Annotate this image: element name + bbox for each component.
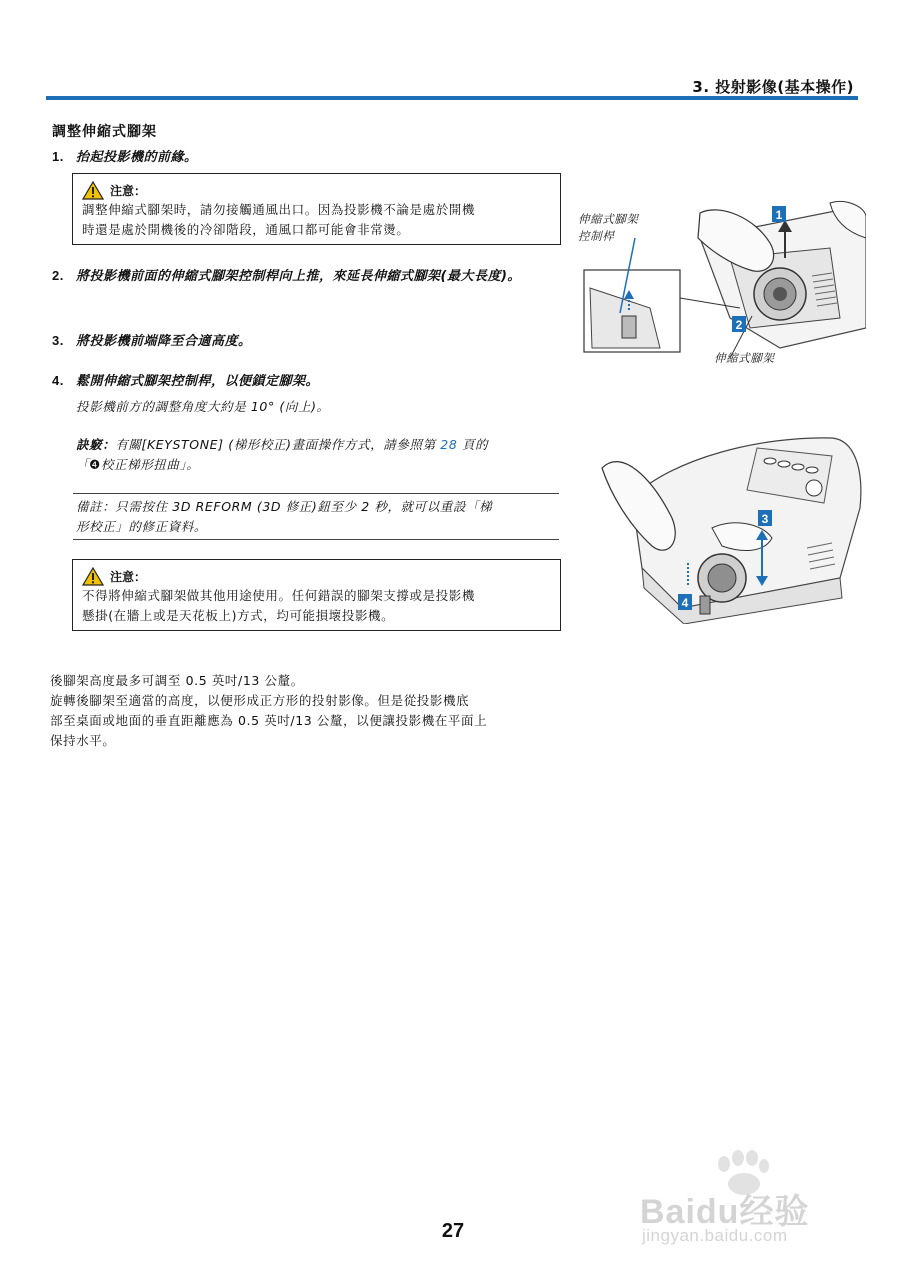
tip-line-1: 訣竅：有關[KEYSTONE] (梯形校正)畫面操作方式，請參照第 28 頁的 — [76, 437, 489, 452]
step-badge-1: 1 — [775, 208, 783, 222]
step-4 — [52, 370, 562, 393]
figure-label-lever: 伸縮式腳架 控制桿 — [578, 212, 639, 243]
caution-header — [82, 566, 552, 586]
step-text: 將投影機前面的伸縮式腳架控制桿向上推，來延長伸縮式腳架(最大長度)。 — [76, 269, 521, 284]
projector-tilt-foot-illustration — [580, 198, 866, 358]
step-number: 1. — [52, 149, 64, 164]
caution-line: 調整伸縮式腳架時，請勿接觸通風出口。因為投影機不論是處於開機 — [82, 202, 476, 217]
step-2 — [52, 265, 562, 288]
section-title: 調整伸縮式腳架 — [52, 124, 157, 140]
baidu-watermark — [640, 1150, 850, 1250]
page-reference-link[interactable]: 28 — [440, 437, 458, 452]
watermark-url: jingyan.baidu.com — [642, 1226, 788, 1245]
caution-line: 不得將伸縮式腳架做其他用途使用。任何錯誤的腳架支撐或是投影機 — [82, 588, 476, 603]
caution-box-1 — [72, 173, 561, 245]
step-badge-2: 2 — [735, 318, 743, 332]
step-number: 3. — [52, 333, 64, 348]
note-rule-top — [73, 493, 559, 494]
caution-box-2 — [72, 559, 561, 631]
caution-label: 注意： — [110, 569, 147, 584]
body-line: 保持水平。 — [50, 733, 116, 748]
note-line: 形校正」的修正資料。 — [76, 519, 208, 534]
caution-line: 懸掛(在牆上或是天花板上)方式，均可能損壞投影機。 — [82, 608, 395, 623]
body-line: 後腳架高度最多可調至 0.5 英吋/13 公釐。 — [50, 673, 304, 688]
step-text: 抬起投影機的前緣。 — [76, 150, 198, 165]
watermark-brand: Baidu经验 — [640, 1193, 810, 1231]
caution-label: 注意： — [110, 183, 147, 198]
step-number: 2. — [52, 268, 64, 283]
caution-header — [82, 180, 552, 200]
projector-lower-illustration — [592, 428, 864, 624]
step-3 — [52, 330, 562, 353]
tip-line-2: 「❹校正梯形扭曲」。 — [76, 457, 200, 472]
figure-label-foot: 伸縮式腳架 — [714, 351, 775, 365]
step-text: 鬆開伸縮式腳架控制桿，以便鎖定腳架。 — [76, 374, 320, 389]
tip-block — [76, 435, 566, 475]
header-rule — [46, 96, 858, 100]
note-block — [76, 497, 566, 537]
body-line: 部至桌面或地面的垂直距離應為 0.5 英吋/13 公釐，以便讓投影機在平面上 — [50, 713, 488, 728]
step-number: 4. — [52, 373, 64, 388]
warning-icon — [82, 181, 104, 200]
step-text: 將投影機前端降至合適高度。 — [76, 334, 252, 349]
note-line: 備註：只需按住 3D REFORM (3D 修正)鈕至少 2 秒，就可以重設「梯 — [76, 499, 493, 514]
step-badge-3: 3 — [761, 512, 769, 526]
caution-line: 時還是處於開機後的冷卻階段，通風口都可能會非常燙。 — [82, 222, 410, 237]
note-rule-bottom — [73, 539, 559, 540]
tip-label: 訣竅： — [76, 437, 116, 452]
chapter-title: 3. 投射影像(基本操作) — [692, 78, 854, 96]
body-paragraph — [50, 671, 570, 751]
step-badge-4: 4 — [681, 596, 689, 610]
page-number: 27 — [441, 1220, 465, 1242]
step-1 — [52, 146, 562, 169]
warning-icon — [82, 567, 104, 586]
body-line: 旋轉後腳架至適當的高度，以便形成正方形的投射影像。但是從投影機底 — [50, 693, 470, 708]
step-4-detail: 投影機前方的調整角度大約是 10° (向上)。 — [76, 399, 330, 414]
